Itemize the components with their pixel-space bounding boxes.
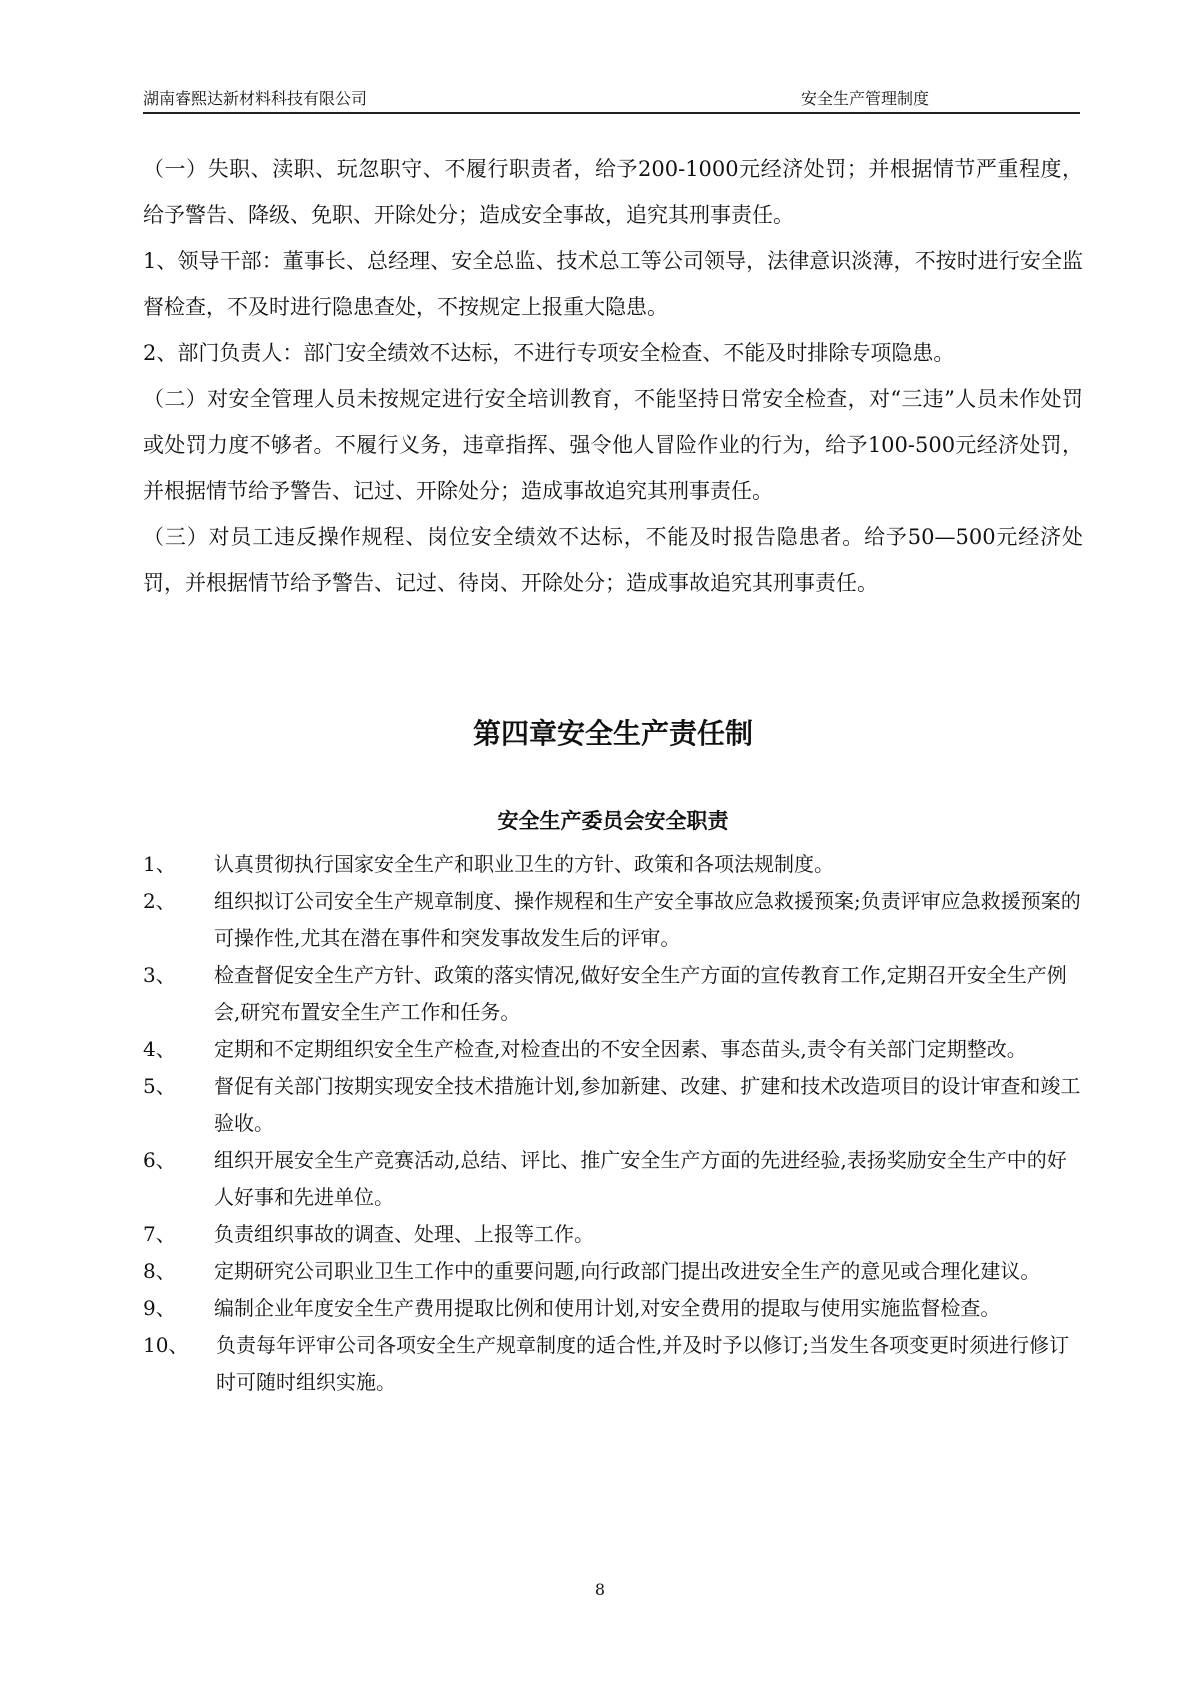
item-number: 8、: [143, 1259, 176, 1283]
paragraph: 1、领导干部：董事长、总经理、安全总监、技术总工等公司领导，法律意识淡薄，不按时进行安全监督检查，不及时进行隐患查处，不按规定上报重大隐患。: [143, 249, 1083, 319]
item-number: 6、: [143, 1148, 176, 1172]
item-text: 检查督促安全生产方针、政策的落实情况,做好安全生产方面的宣传教育工作,定期召开安全生产例会,研究布置安全生产工作和任务。: [214, 963, 1067, 1024]
list-item: [143, 1327, 1083, 1401]
item-number: 5、: [143, 1074, 176, 1098]
item-text: 组织拟订公司安全生产规章制度、操作规程和生产安全事故应急救援预案;负责评审应急救援预案的可操作性,尤其在潜在事件和突发事故发生后的评审。: [214, 889, 1081, 950]
item-text: 负责每年评审公司各项安全生产规章制度的适合性,并及时予以修订;当发生各项变更时须进行修订时可随时组织实施。: [216, 1333, 1070, 1394]
list-item: [143, 1253, 1083, 1290]
list-item: [143, 1142, 1083, 1216]
penalty-section: [143, 146, 1083, 606]
list-item: [143, 846, 1083, 883]
list-item: [143, 883, 1083, 957]
item-text: 督促有关部门按期实现安全技术措施计划,参加新建、改建、扩建和技术改造项目的设计审查和竣工验收。: [214, 1074, 1081, 1135]
item-number: 4、: [143, 1037, 176, 1061]
list-item: [143, 1068, 1083, 1142]
paragraph: （二）对安全管理人员未按规定进行安全培训教育，不能坚持日常安全检查，对“三违”人员未作处罚或处罚力度不够者。不履行义务，违章指挥、强令他人冒险作业的行为，给予100-500元经济处罚，并根据情节给予警告、记过、开除处分；造成事故追究其刑事责任。: [143, 387, 1083, 503]
item-number: 2、: [143, 889, 176, 913]
section-title: 安全生产委员会安全职责: [497, 809, 729, 833]
item-text: 定期和不定期组织安全生产检查,对检查出的不安全因素、事态苗头,责令有关部门定期整改。: [214, 1037, 1027, 1061]
list-item: [143, 1031, 1083, 1068]
paragraph: （三）对员工违反操作规程、岗位安全绩效不达标，不能及时报告隐患者。给予50—500元经济处罚，并根据情节给予警告、记过、待岗、开除处分；造成事故追究其刑事责任。: [143, 525, 1083, 595]
list-item: [143, 1290, 1083, 1327]
item-number: 7、: [143, 1222, 176, 1246]
paragraph: 2、部门负责人：部门安全绩效不达标，不进行专项安全检查、不能及时排除专项隐患。: [143, 341, 955, 365]
duties-list: [143, 846, 1083, 1401]
list-item: [143, 1216, 1083, 1253]
paragraph: （一）失职、渎职、玩忽职守、不履行职责者，给予200-1000元经济处罚；并根据情节严重程度，给予警告、降级、免职、开除处分；造成安全事故，追究其刑事责任。: [143, 157, 1083, 227]
document-title: 安全生产管理制度: [801, 89, 930, 108]
chapter-title: 第四章安全生产责任制: [472, 717, 753, 750]
item-number: 3、: [143, 963, 176, 987]
item-text: 认真贯彻执行国家安全生产和职业卫生的方针、政策和各项法规制度。: [214, 852, 834, 876]
item-number: 9、: [143, 1296, 176, 1320]
page-header: [143, 82, 1080, 114]
page-number: 8: [594, 1580, 606, 1599]
company-name: 湖南睿熙达新材料科技有限公司: [143, 89, 368, 108]
item-text: 负责组织事故的调查、处理、上报等工作。: [214, 1222, 594, 1246]
item-text: 组织开展安全生产竞赛活动,总结、评比、推广安全生产方面的先进经验,表扬奖励安全生产中的好人好事和先进单位。: [214, 1148, 1067, 1209]
item-text: 定期研究公司职业卫生工作中的重要问题,向行政部门提出改进安全生产的意见或合理化建议。: [214, 1259, 1041, 1283]
item-text: 编制企业年度安全生产费用提取比例和使用计划,对安全费用的提取与使用实施监督检查。: [214, 1296, 1001, 1320]
list-item: [143, 957, 1083, 1031]
item-number: 10、: [143, 1333, 189, 1357]
item-number: 1、: [143, 852, 176, 876]
